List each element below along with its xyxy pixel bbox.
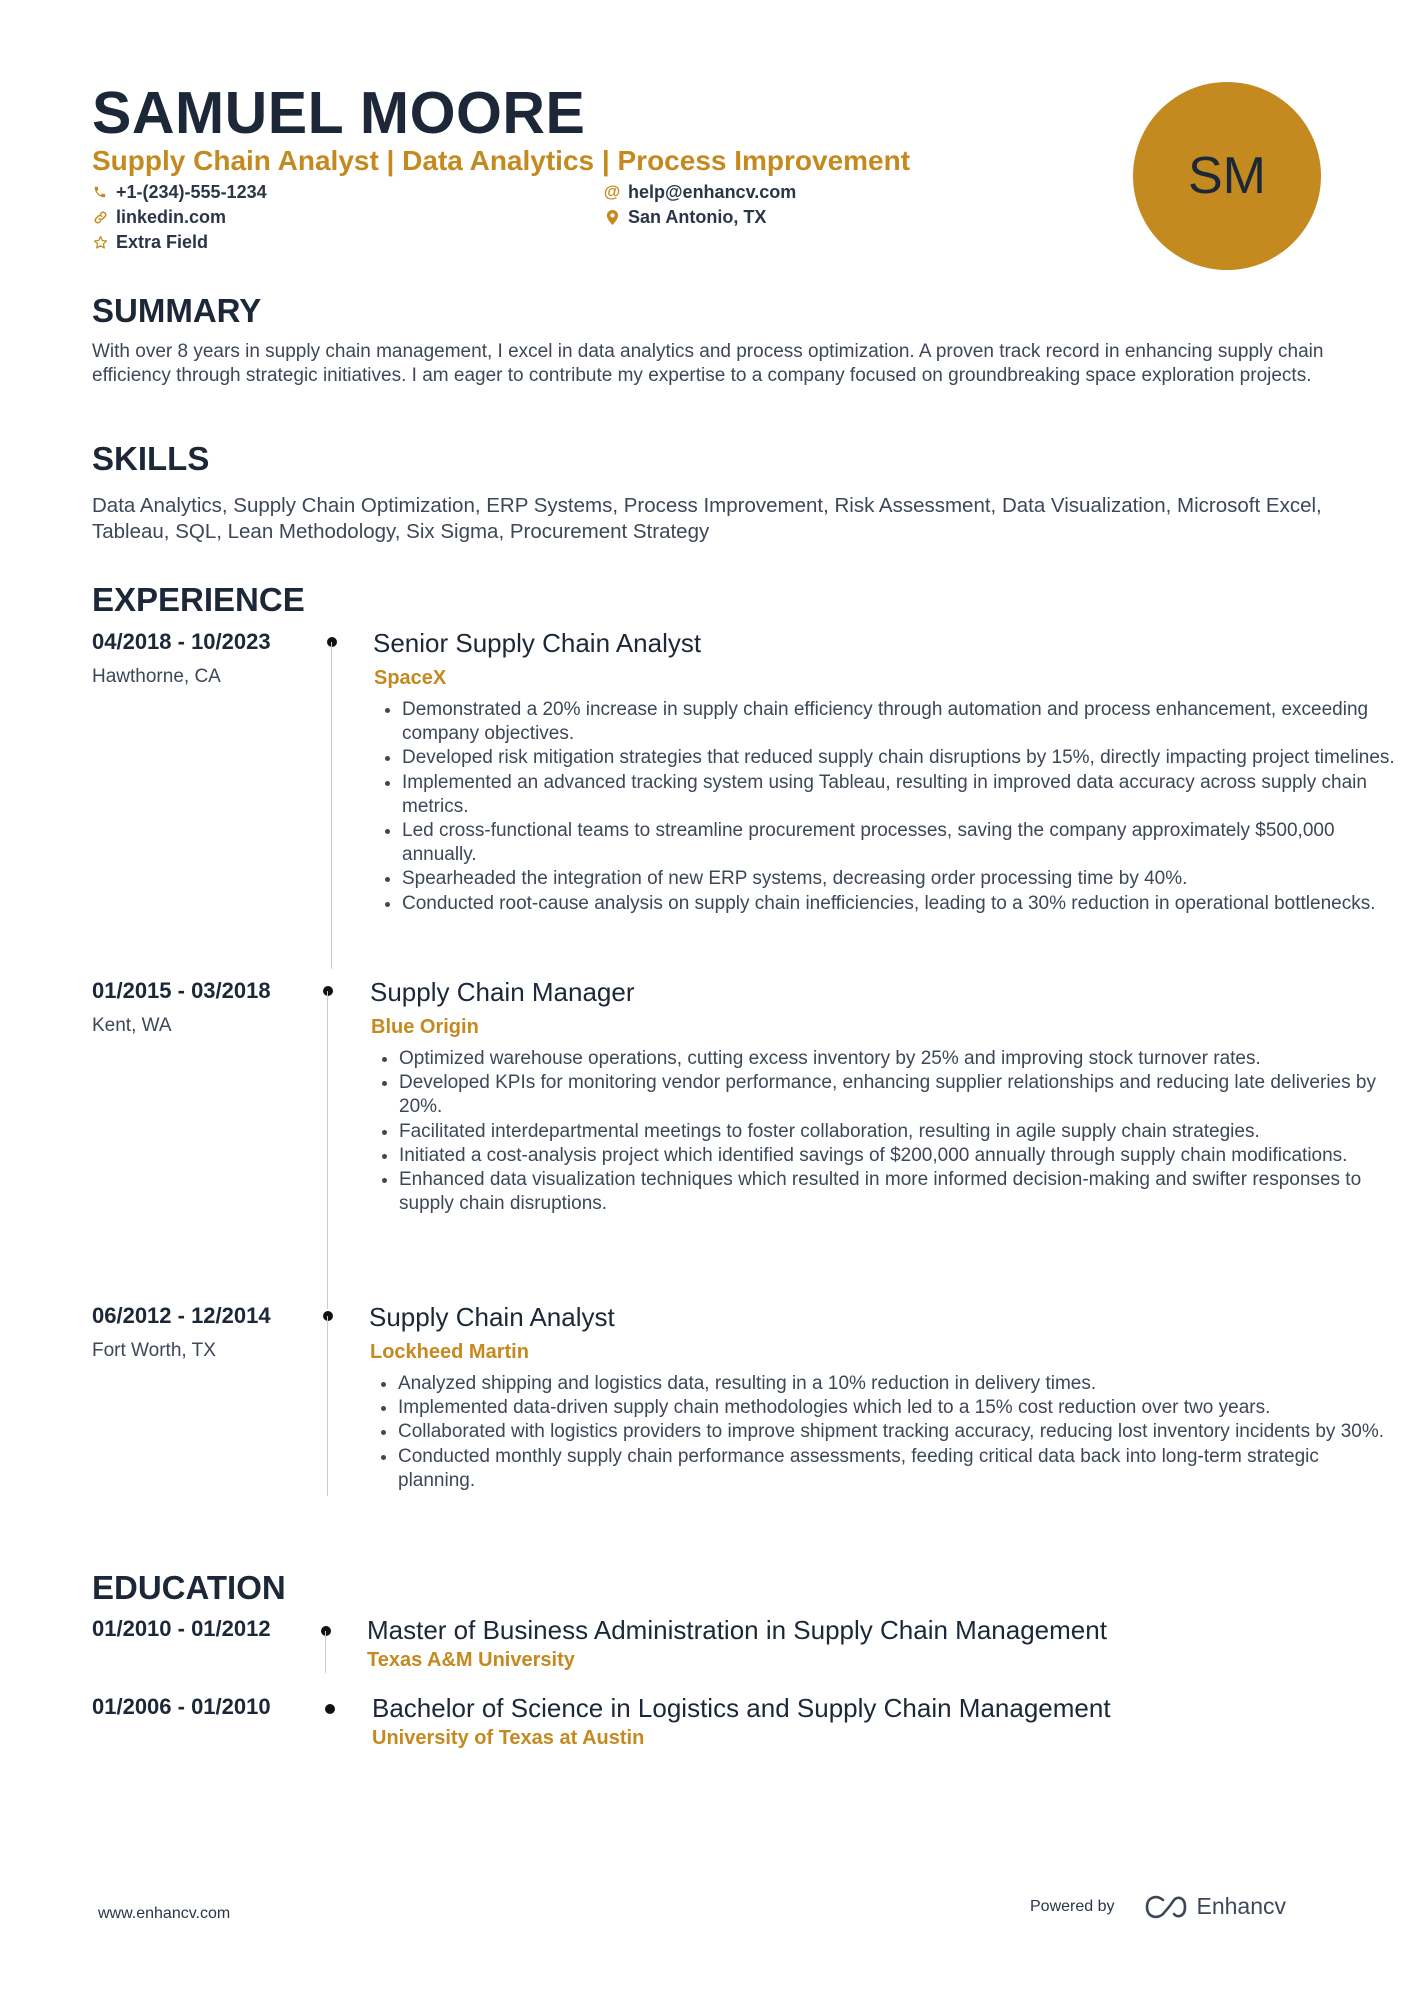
experience-bullet: • Optimized warehouse operations, cutting excess inventory by 25% and improving stock turnover rates. [399, 1047, 1399, 1071]
experience-role: Senior Supply Chain Analyst [373, 628, 702, 658]
footer-branding [1030, 1893, 1286, 1920]
education-school: Texas A&M University [367, 1649, 575, 1671]
timeline-line [327, 991, 328, 1309]
enhancv-logo-icon [1143, 1894, 1189, 1920]
footer-website[interactable]: www.enhancv.com [98, 1905, 231, 1922]
experience-bullet: • Implemented an advanced tracking system using Tableau, resulting in improved data accuracy across supply chain metrics. [402, 771, 1402, 819]
education-dates: 01/2010 - 01/2012 [92, 1616, 271, 1641]
experience-location: Kent, WA [92, 1015, 172, 1036]
experience-location: Fort Worth, TX [92, 1340, 216, 1361]
timeline-dot [327, 637, 337, 647]
experience-bullet: • Developed risk mitigation strategies that reduced supply chain disruptions by 15%, directly impacting project timelines. [402, 746, 1402, 770]
experience-heading: EXPERIENCE [92, 581, 305, 618]
education-degree: Bachelor of Science in Logistics and Supply Chain Management [372, 1693, 1111, 1723]
experience-dates: 06/2012 - 12/2014 [92, 1303, 271, 1328]
experience-dates: 01/2015 - 03/2018 [92, 978, 271, 1003]
experience-dates: 04/2018 - 10/2023 [92, 629, 271, 654]
location-text: San Antonio, TX [628, 207, 767, 227]
experience-company: Blue Origin [371, 1016, 479, 1038]
timeline-dot [325, 1704, 335, 1714]
education-school: University of Texas at Austin [372, 1727, 645, 1749]
phone-icon [92, 184, 108, 200]
contact-location [604, 205, 766, 229]
experience-bullet: • Facilitated interdepartmental meetings to foster collaboration, resulting in agile supply chain strategies. [399, 1120, 1399, 1144]
skills-text: Data Analytics, Supply Chain Optimization, ERP Systems, Process Improvement, Risk Assessment, Data Visualization, Microsoft Excel, Tableau, SQL, Lean Methodology, Six Sigma, Procurement Strategy [92, 494, 1322, 543]
contact-email[interactable] [604, 180, 796, 204]
experience-bullet: • Analyzed shipping and logistics data, resulting in a 10% reduction in delivery times. [398, 1372, 1398, 1396]
timeline-line [327, 1316, 328, 1496]
contact-info [92, 180, 992, 260]
enhancv-logo[interactable] [1143, 1893, 1287, 1920]
contact-phone[interactable] [92, 180, 267, 204]
education-heading: EDUCATION [92, 1569, 286, 1606]
at-icon: @ [603, 182, 621, 201]
powered-by-label: Powered by [1030, 1897, 1115, 1915]
extra-field-text: Extra Field [116, 232, 209, 252]
experience-bullets [374, 698, 1402, 916]
linkedin-text: linkedin.com [116, 207, 227, 227]
experience-bullet: • Demonstrated a 20% increase in supply chain efficiency through automation and process enhancement, exceeding company objectives. [402, 698, 1402, 746]
experience-company: Lockheed Martin [370, 1341, 529, 1363]
summary-heading: SUMMARY [92, 292, 262, 329]
timeline-line [331, 642, 332, 969]
experience-location: Hawthorne, CA [92, 666, 221, 687]
experience-role: Supply Chain Analyst [369, 1302, 615, 1332]
experience-bullets [371, 1047, 1399, 1216]
avatar [1133, 82, 1321, 270]
education-degree: Master of Business Administration in Supply Chain Management [367, 1615, 1107, 1645]
experience-bullet: • Conducted monthly supply chain performance assessments, feeding critical data back into long-term strategic planning. [398, 1445, 1398, 1493]
avatar-initials: SM [1188, 147, 1266, 205]
experience-role: Supply Chain Manager [370, 977, 635, 1007]
experience-bullet: • Led cross-functional teams to streamline procurement processes, saving the company approximately $500,000 annually. [402, 819, 1402, 867]
experience-bullet: • Spearheaded the integration of new ERP systems, decreasing order processing time by 40%. [402, 867, 1402, 891]
email-text: help@enhancv.com [628, 182, 797, 202]
enhancv-wordmark: Enhancv [1196, 1893, 1287, 1919]
candidate-name: SAMUEL MOORE [92, 80, 586, 146]
timeline-dot [323, 1311, 333, 1321]
timeline-dot [321, 1626, 331, 1636]
timeline-line [325, 1631, 326, 1673]
experience-company: SpaceX [374, 667, 447, 689]
experience-bullet: • Developed KPIs for monitoring vendor performance, enhancing supplier relationships and reducing late deliveries by 20%. [399, 1071, 1399, 1119]
link-icon [92, 209, 108, 225]
phone-text: +1-(234)-555-1234 [116, 182, 267, 202]
contact-linkedin[interactable] [92, 205, 226, 229]
experience-bullet: • Collaborated with logistics providers to improve shipment tracking accuracy, reducing lost inventory incidents by 30%. [398, 1420, 1398, 1444]
experience-bullet: • Conducted root-cause analysis on supply chain inefficiencies, leading to a 30% reduction in operational bottlenecks. [402, 892, 1402, 916]
location-pin-icon [604, 209, 620, 225]
experience-bullet: • Enhanced data visualization techniques which resulted in more informed decision-making and swifter responses to supply chain disruptions. [399, 1168, 1399, 1216]
candidate-tagline: Supply Chain Analyst | Data Analytics | Process Improvement [92, 145, 911, 176]
summary-text: With over 8 years in supply chain management, I excel in data analytics and process optimization. A proven track record in enhancing supply chain efficiency through strategic initiatives. I am eager to contribute my expertise to a company focused on groundbreaking space exploration projects. [92, 341, 1324, 386]
star-icon [92, 234, 108, 250]
skills-heading: SKILLS [92, 440, 210, 477]
experience-bullets [370, 1372, 1398, 1493]
contact-extra [92, 230, 208, 254]
education-dates: 01/2006 - 01/2010 [92, 1694, 271, 1719]
experience-bullet: • Implemented data-driven supply chain methodologies which led to a 15% cost reduction over two years. [398, 1396, 1398, 1420]
timeline-dot [323, 986, 333, 996]
experience-bullet: • Initiated a cost-analysis project which identified savings of $200,000 annually through supply chain modifications. [399, 1144, 1399, 1168]
